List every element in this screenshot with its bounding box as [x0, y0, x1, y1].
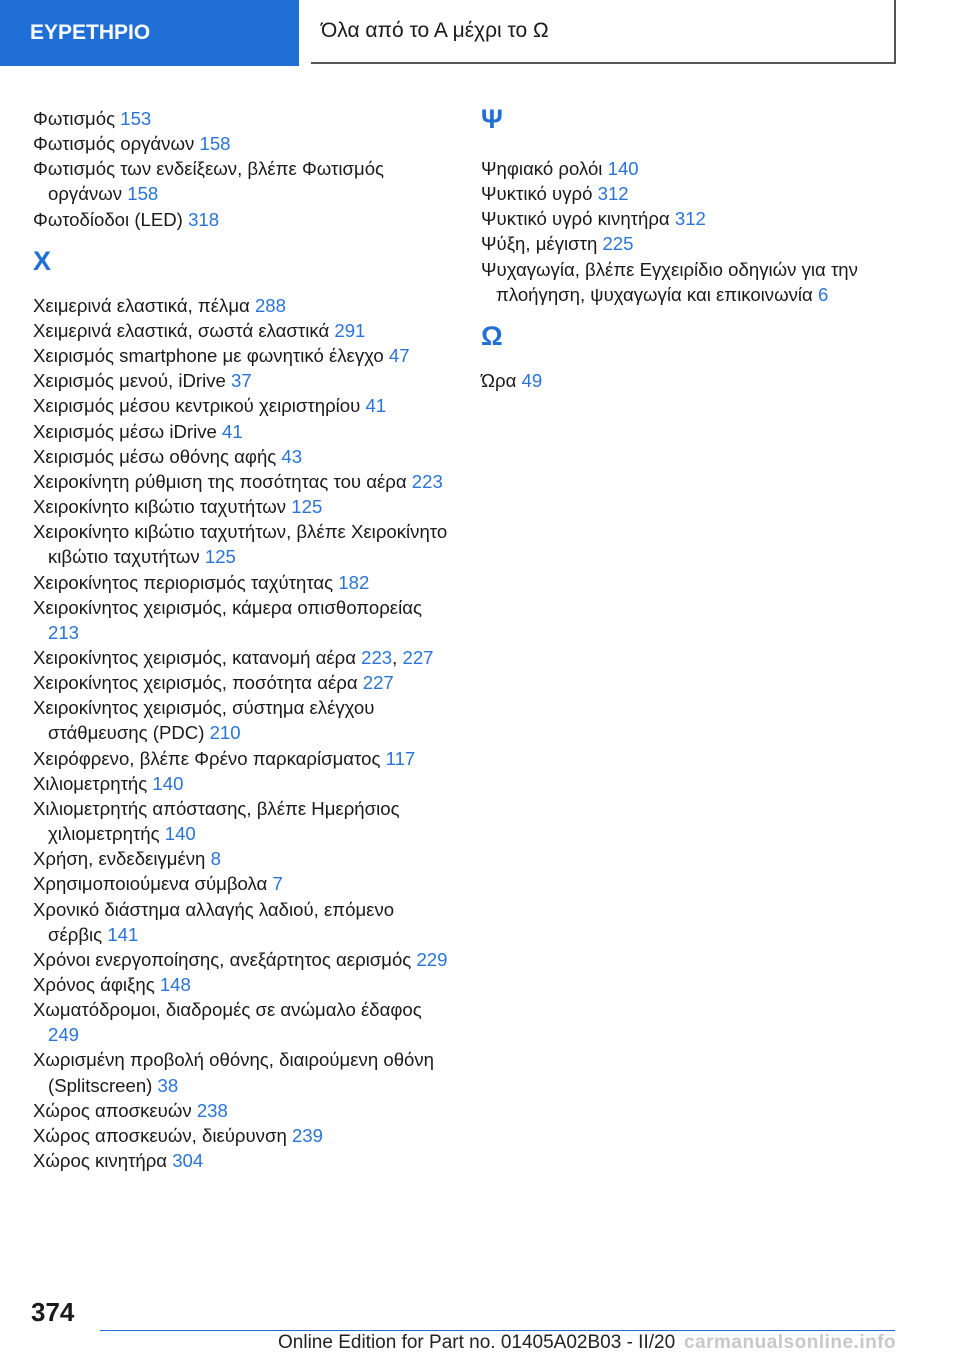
index-entry-text: Φωτισμός των ενδείξεων, βλέπε Φωτισμός οργάνων [33, 158, 385, 205]
page-link[interactable]: 223 [411, 470, 443, 492]
index-entry-text: Χρόνοι ενεργοποίησης, ανεξάρτητος αερισμός [33, 948, 412, 970]
index-entry [33, 595, 453, 645]
page-link[interactable]: 38 [157, 1074, 179, 1096]
index-entry [481, 231, 921, 256]
index-entry [33, 695, 453, 745]
index-entry [481, 181, 921, 206]
page-link[interactable]: 49 [521, 369, 543, 391]
page-link[interactable]: 7 [272, 873, 283, 895]
index-entry-text: Χωρισμένη προβολή οθόνης, διαιρούμενη οθόνη (Splitscreen) [33, 1049, 435, 1096]
index-entry [481, 156, 921, 181]
page-link[interactable]: 312 [674, 208, 706, 230]
page-link[interactable]: 41 [365, 395, 387, 417]
index-entry-text: Χειροκίνητος χειρισμός, σύστημα ελέγχου στάθμευσης (PDC) [33, 697, 375, 744]
index-entry [33, 519, 453, 569]
index-letter-heading: Ω [481, 320, 503, 351]
page-link[interactable]: 238 [196, 1099, 228, 1121]
index-entry [33, 131, 453, 156]
index-entry [481, 206, 921, 231]
page-link[interactable]: 37 [231, 370, 252, 392]
index-entry-text: Χειρισμός μέσω οθόνης αφής [33, 445, 277, 467]
page-link[interactable]: 153 [120, 108, 152, 129]
index-entry-text: Χειροκίνητος χειρισμός, κάμερα οπισθοπορείας [33, 596, 422, 618]
index-entry-text: Χωματόδρομοι, διαδρομές σε ανώμαλο έδαφος [33, 999, 422, 1021]
index-entry [33, 871, 453, 896]
index-entry [33, 1098, 453, 1123]
index-letter-heading: Χ [33, 245, 52, 276]
index-entry [33, 106, 453, 131]
section-tab-range [311, 0, 896, 64]
index-entry [33, 469, 453, 494]
index-entry-text: Χειροκίνητος περιορισμός ταχύτητας [33, 571, 334, 593]
index-entry [33, 343, 453, 368]
index-entry [33, 972, 453, 997]
page-link[interactable]: 227 [402, 646, 434, 668]
page-link[interactable]: 210 [209, 722, 241, 744]
index-entry [33, 947, 453, 972]
page-link[interactable]: 304 [172, 1150, 204, 1172]
index-entry [33, 846, 453, 871]
page-link[interactable]: 249 [48, 1024, 80, 1046]
index-entry-text: Φωτισμός οργάνων [33, 133, 195, 155]
page-link[interactable]: 140 [152, 772, 184, 794]
page-link[interactable]: 8 [210, 848, 221, 870]
page-link[interactable]: 125 [204, 546, 236, 568]
page-link[interactable]: 140 [607, 158, 639, 179]
page-link[interactable]: 213 [48, 621, 80, 643]
index-entry [33, 796, 453, 846]
index-entry [33, 771, 453, 796]
watermark-text: carmanualsonline.info [684, 1332, 897, 1353]
index-letter-heading: Ψ [481, 104, 503, 134]
page-link[interactable]: 312 [597, 183, 629, 205]
index-entry-text: Φωτοδίοδοι (LED) [33, 208, 183, 230]
page-link[interactable]: 47 [388, 345, 410, 367]
page-link[interactable]: 141 [107, 923, 139, 945]
index-entry-text: Χειροκίνητο κιβώτιο ταχυτήτων [33, 496, 287, 518]
index-column-left [33, 106, 453, 1173]
index-entry-text: Ώρα [481, 369, 517, 391]
index-entry-text: Χρονικό διάστημα αλλαγής λαδιού, επόμενο σέρβις [33, 898, 395, 945]
index-entry-text: Χειρισμός μέσου κεντρικού χειριστηρίου [33, 395, 361, 417]
index-entry-text: Φωτισμός [33, 108, 116, 129]
page-link[interactable]: 182 [338, 571, 370, 593]
index-entry [33, 897, 453, 947]
section-title: ΕΥΡΕΤΗΡΙΟ [30, 21, 151, 44]
index-entry [33, 318, 453, 343]
index-entry-text: Χειροκίνητο κιβώτιο ταχυτήτων, βλέπε Χειροκίνητο κιβώτιο ταχυτήτων [33, 521, 448, 568]
edition-text: Online Edition for Part no. 01405A02B03 - II/20 [278, 1332, 676, 1353]
page-link[interactable]: 229 [416, 948, 448, 970]
index-entry: Χειροκίνητος χειρισμός, κατανομή αέρα 223, 227 [33, 646, 434, 668]
page-link[interactable]: 41 [222, 420, 243, 442]
index-entry-text: Χειμερινά ελαστικά, σωστά ελαστικά [33, 319, 330, 341]
page-link[interactable]: 239 [291, 1124, 323, 1146]
index-entry [481, 368, 921, 393]
index-entry-text: Χρόνος άφιξης [33, 974, 155, 995]
index-entry-text: Χειροκίνητη ρύθμιση της ποσότητας του αέρα [33, 470, 407, 492]
index-entry-text: Χειροκίνητος χειρισμός, ποσότητα αέρα [33, 672, 358, 694]
index-column-right [481, 106, 921, 393]
page-link[interactable]: 148 [159, 974, 191, 995]
page-link[interactable]: 318 [188, 208, 220, 230]
index-entry [33, 570, 453, 595]
index-entry-text: Χειροκίνητος χειρισμός, κατανομή αέρα [33, 646, 356, 668]
index-entry-text: Χρήση, ενδεδειγμένη [33, 848, 206, 870]
index-entry [481, 257, 921, 307]
index-entry-text: Χώρος κινητήρα [33, 1150, 168, 1172]
index-entry [33, 444, 453, 469]
page-link[interactable]: 291 [334, 319, 366, 341]
page-number: 374 [31, 1297, 75, 1327]
index-entry [33, 156, 453, 206]
index-entry [33, 494, 453, 519]
page-link[interactable]: 225 [602, 233, 634, 255]
index-entry-text: Χειμερινά ελαστικά, πέλμα [33, 294, 250, 316]
index-entry [33, 207, 453, 232]
page-link[interactable]: 125 [291, 496, 323, 518]
index-entry-text: Ψυκτικό υγρό κινητήρα [481, 208, 670, 230]
section-tab-index [0, 0, 299, 66]
page-link[interactable]: 158 [199, 133, 231, 155]
footer-divider [100, 1330, 895, 1331]
page-link[interactable]: 43 [281, 445, 303, 467]
index-entry [33, 419, 453, 444]
page-link[interactable]: 223 [361, 646, 393, 668]
index-entry-text: Ψυχαγωγία, βλέπε Εγχειρίδιο οδηγιών για την πλοήγηση, ψυχαγωγία και επικοινωνία [481, 258, 858, 305]
index-entry-text: Χειρισμός μενού, iDrive [33, 370, 226, 392]
page-link[interactable]: 117 [385, 747, 416, 769]
page-link[interactable]: 6 [817, 283, 829, 305]
index-entry [33, 997, 453, 1047]
index-entry [33, 393, 453, 418]
page-link[interactable]: 288 [254, 294, 286, 316]
page-link[interactable]: 158 [127, 183, 159, 205]
index-entry-text: Χιλιομετρητής απόστασης, βλέπε Ημερήσιος χιλιομετρητής [33, 797, 400, 845]
index-entry-text: Χώρος αποσκευών [33, 1099, 192, 1121]
index-entry [33, 1148, 453, 1173]
index-entry-text: Ψυκτικό υγρό [481, 183, 593, 205]
index-entry-text: Χειρισμός smartphone με φωνητικό έλεγχο [33, 345, 384, 367]
range-title: Όλα από το Α μέχρι το Ω [321, 19, 549, 42]
index-entry-text: Χιλιομετρητής [33, 772, 148, 794]
index-entry [33, 1123, 453, 1148]
index-entry-text: Χρησιμοποιούμενα σύμβολα [33, 873, 268, 895]
index-entry [33, 746, 453, 771]
index-entry-text: Χώρος αποσκευών, διεύρυνση [33, 1124, 287, 1146]
index-entry [33, 368, 453, 393]
index-entry-text: Ψηφιακό ρολόι [481, 158, 603, 179]
index-entry-text: Ψύξη, μέγιστη [481, 233, 598, 255]
page-link[interactable]: 140 [164, 823, 196, 845]
page-link[interactable]: 227 [362, 672, 394, 694]
index-entry-text: Χειρόφρενο, βλέπε Φρένο παρκαρίσματος [33, 747, 381, 769]
index-entry [33, 1047, 453, 1097]
index-entry [33, 293, 453, 318]
index-entry-text: Χειρισμός μέσω iDrive [33, 420, 217, 442]
index-entry [33, 670, 453, 695]
page-header [0, 0, 960, 66]
